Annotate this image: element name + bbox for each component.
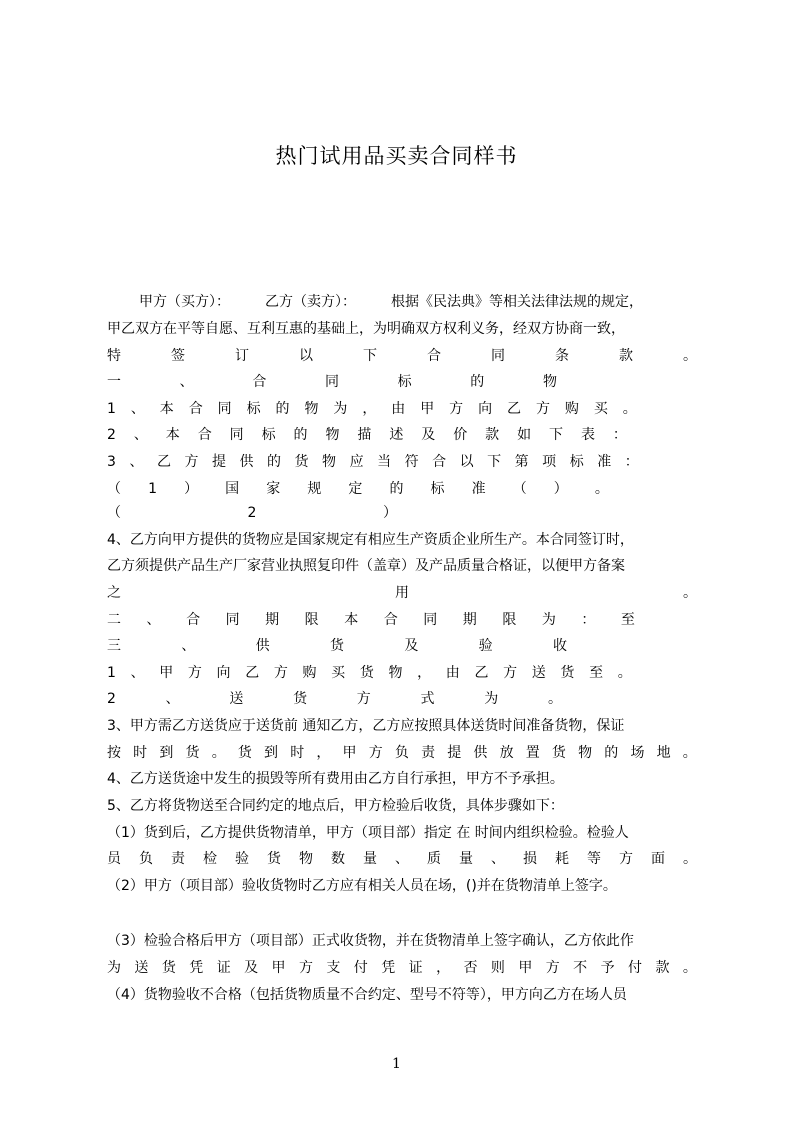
justified-char: 以 bbox=[299, 348, 313, 364]
justified-char: 乙 bbox=[245, 665, 260, 681]
justified-char: 合 bbox=[432, 454, 447, 470]
justified-char: 方 bbox=[298, 960, 313, 976]
justified-char: 限 bbox=[502, 612, 517, 628]
justified-char: 量 bbox=[459, 851, 473, 867]
justified-char: 付 bbox=[628, 960, 643, 976]
justified-char: 验 bbox=[478, 638, 493, 654]
justified-char: 。 bbox=[683, 585, 697, 601]
justified-char: 描 bbox=[357, 427, 372, 443]
justified-char: （ bbox=[512, 481, 527, 497]
justified-char: 订 bbox=[235, 348, 249, 364]
justified-char: 条 bbox=[555, 348, 569, 364]
justified-char: （ bbox=[107, 481, 121, 497]
justified-char: 、 bbox=[130, 401, 145, 417]
section-heading bbox=[107, 373, 557, 391]
justified-char: 则 bbox=[490, 960, 505, 976]
justified-char: 。 bbox=[211, 745, 226, 761]
justified-char: 方 bbox=[449, 401, 464, 417]
justified-char: 货 bbox=[267, 851, 281, 867]
justified-char: 为 bbox=[484, 691, 499, 707]
justified-char: 责 bbox=[421, 745, 436, 761]
justified-char: 当 bbox=[377, 454, 392, 470]
justified-char: 时 bbox=[290, 745, 305, 761]
justified-char: 付 bbox=[353, 960, 368, 976]
justified-char: 。 bbox=[683, 348, 697, 364]
justified-char: 向 bbox=[478, 401, 493, 417]
justified-char: 不 bbox=[573, 960, 588, 976]
justified-char: 至 bbox=[620, 612, 635, 628]
justified-char: 送 bbox=[531, 665, 546, 681]
justified-char: 地 bbox=[656, 745, 671, 761]
justified-char: 同 bbox=[324, 374, 339, 390]
justified-char: 到 bbox=[264, 745, 279, 761]
justified-char: 乙 bbox=[156, 454, 171, 470]
justified-char: 及 bbox=[404, 638, 419, 654]
justified-char: 。 bbox=[547, 691, 562, 707]
justified-char: 送 bbox=[229, 691, 244, 707]
justified-char: 方 bbox=[503, 665, 518, 681]
justified-char: 的 bbox=[275, 401, 290, 417]
clause-line: （4）货物验收不合格（包括货物质量不合约定、型号不符等），甲方向乙方在场人员 bbox=[107, 987, 627, 1003]
justified-char: 标 bbox=[430, 481, 445, 497]
justified-char: 、 bbox=[165, 691, 180, 707]
clause-line: 3、甲方需乙方送货应于送货前 通知乙方，乙方应按照具体送货时间准备货物，保证 bbox=[107, 718, 625, 734]
clause-line: 4、乙方向甲方提供的货物应是国家规定有相应生产资质企业所生产。本合同签订时， bbox=[107, 532, 634, 548]
justified-char: 物 bbox=[299, 851, 313, 867]
justified-char: 本 bbox=[344, 612, 359, 628]
justified-char: 场 bbox=[630, 745, 645, 761]
justified-char: 的 bbox=[293, 427, 308, 443]
justified-char: 甲 bbox=[342, 745, 357, 761]
justified-char: 责 bbox=[171, 851, 185, 867]
paragraph-line: 甲方（买方）： 乙方（卖方）： 根据《民法典》等相关法律法规的规定， bbox=[139, 294, 643, 310]
justified-char: 规 bbox=[307, 481, 322, 497]
justified-char: 物 bbox=[322, 454, 337, 470]
justified-char: 、 bbox=[130, 665, 145, 681]
justified-char: 及 bbox=[421, 427, 436, 443]
justified-char: 乙 bbox=[507, 401, 522, 417]
justified-char: 损 bbox=[523, 851, 537, 867]
justified-char: 的 bbox=[389, 481, 404, 497]
justified-char: 买 bbox=[593, 401, 608, 417]
justified-char: ） bbox=[184, 481, 199, 497]
justified-char: 货 bbox=[185, 745, 200, 761]
justified-char: 至 bbox=[589, 665, 604, 681]
clause-line bbox=[107, 959, 697, 977]
justified-char: ） bbox=[553, 481, 568, 497]
justified-char: 质 bbox=[427, 851, 441, 867]
justified-char: 凭 bbox=[381, 960, 396, 976]
justified-char: 货 bbox=[294, 454, 309, 470]
justified-char: ： bbox=[624, 454, 639, 470]
justified-char: 放 bbox=[499, 745, 514, 761]
justified-char: 甲 bbox=[159, 665, 174, 681]
justified-char: 物 bbox=[325, 427, 340, 443]
justified-char: 货 bbox=[551, 745, 566, 761]
justified-char: 标 bbox=[246, 401, 261, 417]
justified-char: 。 bbox=[594, 481, 609, 497]
justified-char: 为 bbox=[541, 612, 556, 628]
justified-char: 标 bbox=[261, 427, 276, 443]
justified-char: 述 bbox=[389, 427, 404, 443]
justified-char: 方 bbox=[273, 665, 288, 681]
justified-char: 。 bbox=[617, 665, 632, 681]
justified-char: 置 bbox=[525, 745, 540, 761]
justified-char: 如 bbox=[517, 427, 532, 443]
justified-char: 、 bbox=[146, 612, 161, 628]
justified-char: 2 bbox=[107, 427, 116, 443]
justified-char: 2 bbox=[247, 505, 257, 521]
justified-char: 收 bbox=[552, 638, 567, 654]
justified-char: 3 bbox=[107, 454, 116, 470]
justified-char: 买 bbox=[331, 665, 346, 681]
justified-char: 。 bbox=[682, 745, 697, 761]
section-heading bbox=[107, 637, 567, 655]
justified-char: 提 bbox=[211, 454, 226, 470]
clause-line: （3）检验合格后甲方（项目部）正式收货物，并在货物清单上签字确认，乙方依此作 bbox=[107, 933, 634, 949]
justified-char: 按 bbox=[107, 745, 121, 761]
justified-char: 等 bbox=[587, 851, 601, 867]
justified-char: 予 bbox=[600, 960, 615, 976]
justified-char: 合 bbox=[383, 612, 398, 628]
justified-char: 准 bbox=[597, 454, 612, 470]
justified-char: 到 bbox=[159, 745, 174, 761]
justified-char: 由 bbox=[445, 665, 460, 681]
justified-char: 、 bbox=[179, 374, 194, 390]
justified-char: 为 bbox=[333, 401, 348, 417]
clause-line bbox=[107, 480, 609, 498]
justified-char: 货 bbox=[161, 960, 176, 976]
justified-char: 标 bbox=[569, 454, 584, 470]
clause-line: 4、乙方送货途中发生的损毁等所有费用由乙方自行承担，甲方不予承担。 bbox=[107, 771, 564, 787]
justified-char: 式 bbox=[420, 691, 435, 707]
clause-line bbox=[107, 850, 697, 868]
section-heading bbox=[107, 611, 635, 629]
justified-char: 同 bbox=[491, 348, 505, 364]
justified-char: 购 bbox=[564, 401, 579, 417]
justified-char: 量 bbox=[363, 851, 377, 867]
justified-char: 面 bbox=[651, 851, 665, 867]
document-title: 热门试用品买卖合同样书 bbox=[275, 144, 518, 168]
justified-char: 方 bbox=[535, 401, 550, 417]
justified-char: 方 bbox=[619, 851, 633, 867]
justified-char: 2 bbox=[107, 691, 116, 707]
clause-line bbox=[107, 664, 632, 682]
justified-char: 数 bbox=[331, 851, 345, 867]
justified-char: 合 bbox=[188, 401, 203, 417]
justified-char: 用 bbox=[395, 585, 409, 601]
justified-char: 表 bbox=[580, 427, 595, 443]
justified-char: 否 bbox=[463, 960, 478, 976]
justified-char: 、 bbox=[491, 851, 505, 867]
justified-char: 同 bbox=[217, 401, 232, 417]
justified-char: 的 bbox=[604, 745, 619, 761]
justified-char: 支 bbox=[326, 960, 341, 976]
justified-char: 为 bbox=[107, 960, 121, 976]
justified-char: ： bbox=[612, 427, 627, 443]
justified-char: 款 bbox=[619, 348, 633, 364]
justified-char: 、 bbox=[395, 851, 409, 867]
justified-char: 方 bbox=[368, 745, 383, 761]
paragraph-line: 甲乙双方在平等自愿、互利互惠的基础上，为明确双方权利义务，经双方协商一致， bbox=[107, 321, 625, 337]
justified-char: 时 bbox=[133, 745, 148, 761]
justified-char: ， bbox=[436, 960, 451, 976]
justified-char: 标 bbox=[397, 374, 412, 390]
justified-char: 一 bbox=[107, 374, 121, 390]
justified-char: 货 bbox=[359, 665, 374, 681]
justified-char: 物 bbox=[542, 374, 557, 390]
clause-line bbox=[107, 584, 697, 602]
justified-char: 1 bbox=[107, 665, 116, 681]
justified-char: 国 bbox=[225, 481, 240, 497]
page-number: 1 bbox=[392, 1056, 401, 1072]
justified-char: 应 bbox=[349, 454, 364, 470]
justified-char: 。 bbox=[622, 401, 637, 417]
clause-line bbox=[107, 504, 397, 522]
clause-line bbox=[107, 744, 697, 762]
justified-char: 家 bbox=[266, 481, 281, 497]
justified-char: 本 bbox=[165, 427, 180, 443]
justified-char: 送 bbox=[134, 960, 149, 976]
justified-char: 价 bbox=[453, 427, 468, 443]
clause-line: 5、乙方将货物送至合同约定的地点后，甲方检验后收货，具体步骤如下： bbox=[107, 798, 564, 814]
justified-char: 限 bbox=[304, 612, 319, 628]
justified-char: 之 bbox=[107, 585, 121, 601]
justified-char: 1 bbox=[148, 481, 157, 497]
justified-char: 合 bbox=[252, 374, 267, 390]
clause-line bbox=[107, 453, 639, 471]
justified-char: 供 bbox=[255, 638, 270, 654]
justified-char: 同 bbox=[229, 427, 244, 443]
justified-char: 下 bbox=[549, 427, 564, 443]
clause-line bbox=[107, 690, 562, 708]
justified-char: 物 bbox=[578, 745, 593, 761]
justified-char: 下 bbox=[487, 454, 502, 470]
justified-char: 货 bbox=[329, 638, 344, 654]
justified-char: 签 bbox=[171, 348, 185, 364]
justified-char: ， bbox=[362, 401, 377, 417]
justified-char: 甲 bbox=[271, 960, 286, 976]
justified-char: ： bbox=[581, 612, 596, 628]
justified-char: 物 bbox=[304, 401, 319, 417]
justified-char: 期 bbox=[462, 612, 477, 628]
justified-char: 第 bbox=[514, 454, 529, 470]
justified-char: 由 bbox=[391, 401, 406, 417]
justified-char: 同 bbox=[423, 612, 438, 628]
justified-char: ， bbox=[316, 745, 331, 761]
justified-char: 物 bbox=[388, 665, 403, 681]
justified-char: 期 bbox=[265, 612, 280, 628]
justified-char: 的 bbox=[267, 454, 282, 470]
justified-char: 货 bbox=[293, 691, 308, 707]
justified-char: 三 bbox=[107, 638, 121, 654]
justified-char: 下 bbox=[363, 348, 377, 364]
justified-char: 、 bbox=[181, 638, 196, 654]
justified-char: 方 bbox=[356, 691, 371, 707]
justified-char: 符 bbox=[404, 454, 419, 470]
clause-line: （1）货到后，乙方提供货物清单，甲方（项目部）指定 在 时间内组织检验。检验人 bbox=[107, 825, 629, 841]
justified-char: ） bbox=[382, 505, 397, 521]
justified-char: （ bbox=[107, 505, 121, 521]
justified-char: 。 bbox=[682, 960, 697, 976]
justified-char: 证 bbox=[216, 960, 231, 976]
justified-char: 甲 bbox=[518, 960, 533, 976]
justified-char: 货 bbox=[560, 665, 575, 681]
clause-line: 乙方须提供产品生产厂家营业执照复印件（盖章）及产品质量合格证，以便甲方备案 bbox=[107, 558, 625, 574]
justified-char: 耗 bbox=[555, 851, 569, 867]
justified-char: 方 bbox=[545, 960, 560, 976]
justified-char: 合 bbox=[197, 427, 212, 443]
justified-char: 购 bbox=[302, 665, 317, 681]
justified-char: 定 bbox=[348, 481, 363, 497]
justified-char: 供 bbox=[473, 745, 488, 761]
justified-char: 、 bbox=[129, 454, 144, 470]
clause-line: （2）甲方（项目部）验收货物时乙方应有相关人员在场，()并在货物清单上签字。 bbox=[107, 878, 617, 894]
justified-char: 乙 bbox=[474, 665, 489, 681]
justified-char: 款 bbox=[485, 427, 500, 443]
justified-char: 供 bbox=[239, 454, 254, 470]
clause-line bbox=[107, 426, 627, 444]
justified-char: 方 bbox=[184, 454, 199, 470]
justified-char: 检 bbox=[203, 851, 217, 867]
justified-char: 验 bbox=[235, 851, 249, 867]
justified-char: 负 bbox=[139, 851, 153, 867]
justified-char: 的 bbox=[470, 374, 485, 390]
justified-char: 合 bbox=[427, 348, 441, 364]
justified-char: ， bbox=[417, 665, 432, 681]
justified-char: 及 bbox=[244, 960, 259, 976]
justified-char: 证 bbox=[408, 960, 423, 976]
justified-char: 项 bbox=[542, 454, 557, 470]
justified-char: 本 bbox=[159, 401, 174, 417]
justified-char: 凭 bbox=[189, 960, 204, 976]
justified-char: 方 bbox=[187, 665, 202, 681]
justified-char: 向 bbox=[216, 665, 231, 681]
justified-char: 同 bbox=[225, 612, 240, 628]
paragraph-line bbox=[107, 347, 697, 365]
justified-char: 合 bbox=[186, 612, 201, 628]
justified-char: 以 bbox=[459, 454, 474, 470]
justified-char: 货 bbox=[237, 745, 252, 761]
justified-char: 、 bbox=[133, 427, 148, 443]
justified-char: 特 bbox=[107, 348, 121, 364]
justified-char: 。 bbox=[683, 851, 697, 867]
clause-line bbox=[107, 400, 637, 418]
justified-char: 准 bbox=[471, 481, 486, 497]
justified-char: 二 bbox=[107, 612, 121, 628]
justified-char: 负 bbox=[394, 745, 409, 761]
justified-char: 1 bbox=[107, 401, 116, 417]
justified-char: 甲 bbox=[420, 401, 435, 417]
justified-char: 款 bbox=[655, 960, 670, 976]
justified-char: 提 bbox=[447, 745, 462, 761]
justified-char: 员 bbox=[107, 851, 121, 867]
